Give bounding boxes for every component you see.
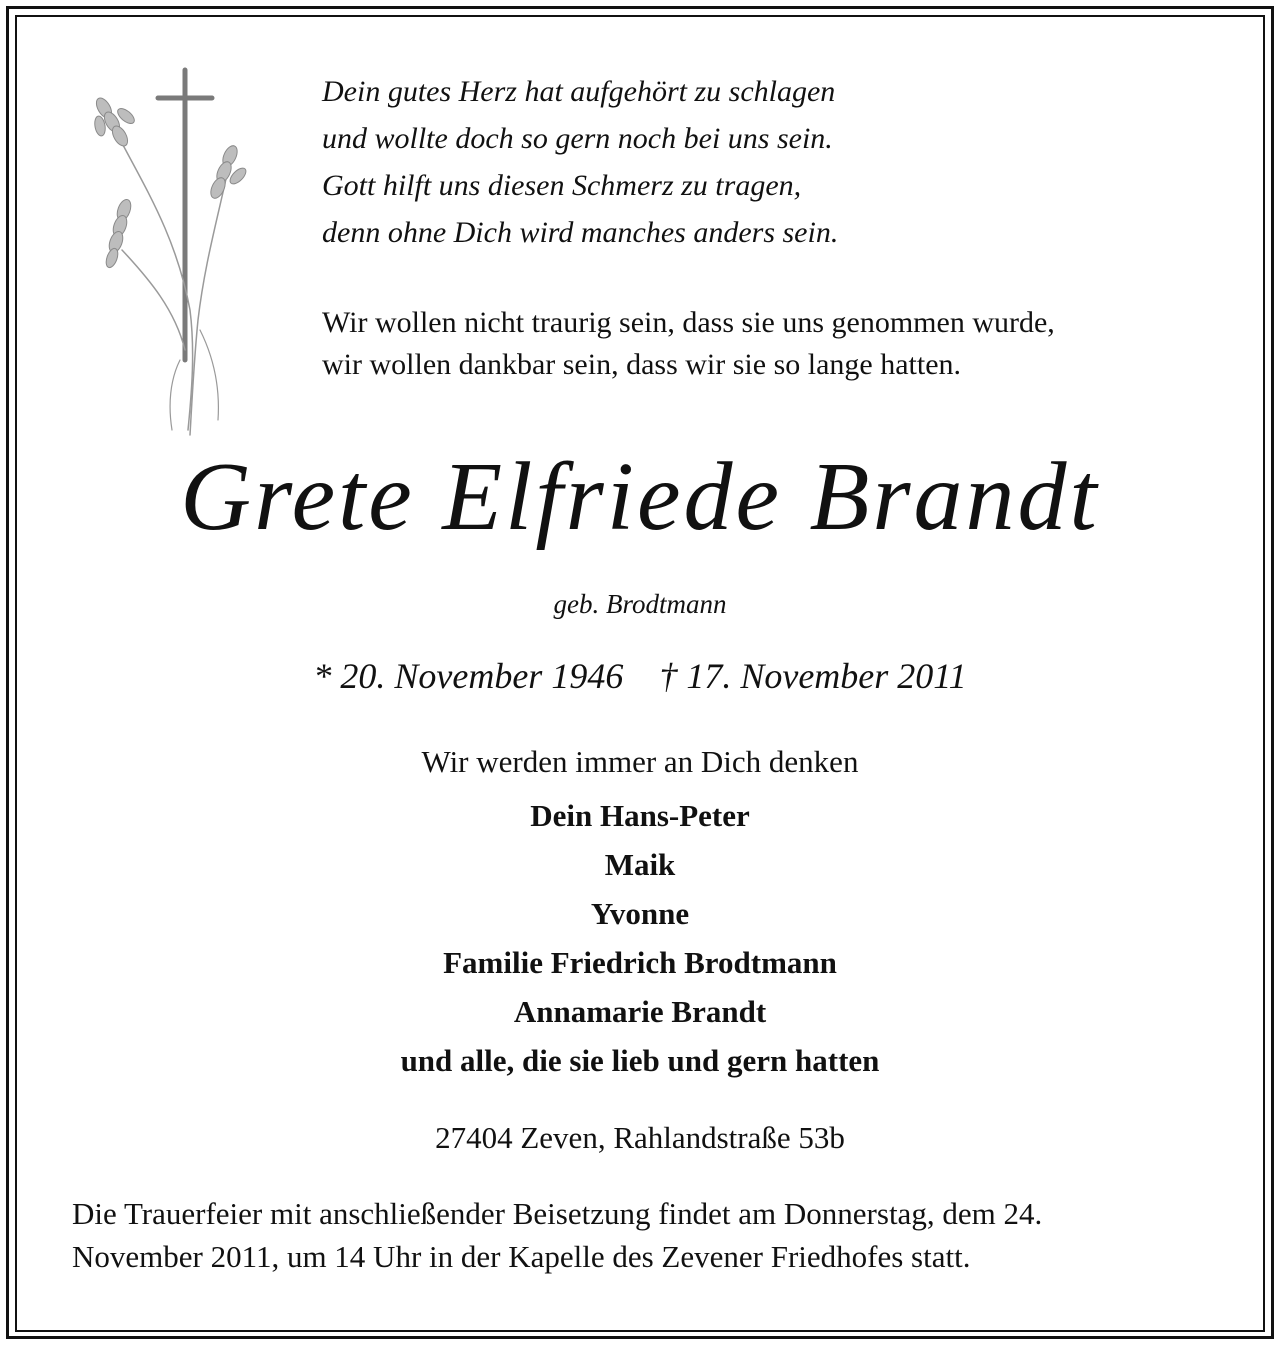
memorial-poem — [322, 68, 1222, 256]
mourner-name: Annamarie Brandt — [513, 994, 767, 1029]
quote-line: Wir wollen nicht traurig sein, dass sie uns genommen wurde, — [322, 306, 1055, 339]
cross-with-wheat-icon — [80, 60, 250, 440]
funeral-notice — [72, 1192, 1232, 1278]
address: 27404 Zeven, Rahlandstraße 53b — [435, 1120, 845, 1155]
mourners-list — [0, 791, 1280, 1085]
maiden-name: geb. Brodtmann — [553, 589, 727, 619]
mourner-name: Familie Friedrich Brodtmann — [443, 945, 837, 980]
mourner-name: und alle, die sie lieb und gern hatten — [400, 1043, 880, 1078]
quote-line: wir wollen dankbar sein, dass wir sie so lange hatten. — [322, 348, 962, 381]
death-date: † 17. November 2011 — [659, 656, 967, 696]
poem-line: Gott hilft uns diesen Schmerz zu tragen, — [322, 169, 802, 202]
mourner-name: Maik — [604, 847, 676, 882]
funeral-notice-line: November 2011, um 14 Uhr in der Kapelle des Zevener Friedhofes statt. — [72, 1239, 971, 1274]
poem-line: denn ohne Dich wird manches anders sein. — [322, 216, 839, 249]
remembrance-line: Wir werden immer an Dich denken — [421, 744, 859, 779]
birth-date: * 20. November 1946 — [313, 656, 624, 696]
deceased-name: Grete Elfriede Brandt — [180, 443, 1100, 551]
mourner-name: Dein Hans-Peter — [530, 798, 750, 833]
funeral-notice-line: Die Trauerfeier mit anschließender Beisetzung findet am Donnerstag, dem 24. — [72, 1196, 1043, 1231]
poem-line: Dein gutes Herz hat aufgehört zu schlagen — [322, 75, 836, 108]
life-dates — [0, 652, 1280, 700]
memorial-quote — [322, 302, 1242, 386]
poem-line: und wollte doch so gern noch bei uns sein. — [322, 122, 833, 155]
mourner-name: Yvonne — [590, 896, 690, 931]
